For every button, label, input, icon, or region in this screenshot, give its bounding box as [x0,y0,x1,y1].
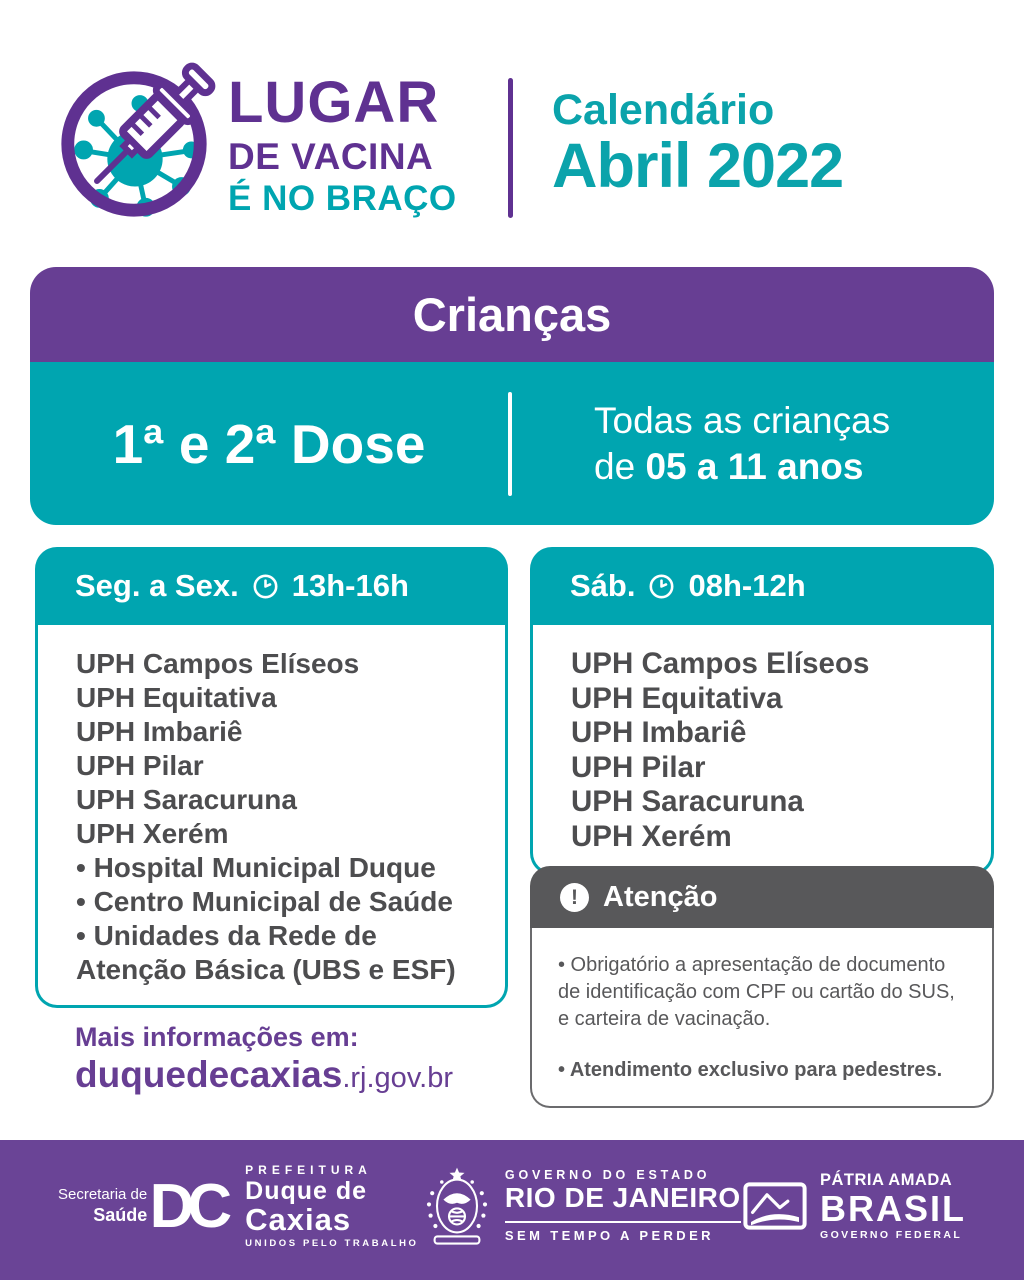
attention-item: • Obrigatório a apresentação de documento de identificação com CPF ou cartão do SUS, e carteira de vacinação. [558,954,955,1030]
more-info [75,1022,453,1096]
state-tagline: SEM TEMPO A PERDER [504,1227,714,1243]
saturday-location-list [530,625,994,875]
list-item: • Unidades da Rede de Atenção Básica (UBS e ESF) [76,920,456,985]
attention-title: Atenção [603,880,718,913]
audience-banner [30,267,994,362]
state-line1: GOVERNO DO ESTADO [504,1168,711,1183]
calendar-title [552,86,844,202]
list-item: UPH Campos Elíseos [76,648,360,679]
audience-title: Crianças [412,288,612,341]
list-item: UPH Saracuruna [571,785,804,818]
website-suffix: .rj.gov.br [342,1062,454,1094]
saturday-card-header [530,547,994,625]
logo-line1: LUGAR [228,70,440,135]
schedule-card-saturday [530,547,994,875]
secretariat-line2: Saúde [93,1205,148,1226]
city-tagline: UNIDOS PELO TRABALHO [245,1237,419,1249]
vaccine-syringe-logo-icon [50,60,218,228]
dose-audience-ages: 05 a 11 anos [645,445,864,487]
website-domain: duquedecaxias [75,1054,343,1095]
city-name-line1: Duque de [245,1176,368,1205]
dose-audience-prefix: de [594,445,646,487]
list-item: • Centro Municipal de Saúde [76,886,453,917]
attention-header [530,866,994,928]
attention-body [530,928,994,1108]
dc-logo-icon: DC [149,1171,226,1241]
state-line2: RIO DE JANEIRO [505,1183,741,1223]
dose-audience-line2 [594,444,994,489]
list-item: UPH Imbariê [76,716,243,747]
list-item: UPH Equitativa [76,682,277,713]
saturday-time-label: 08h-12h [688,568,806,603]
brazil-flag-icon [743,1182,807,1230]
weekdays-time-label: 13h-16h [291,568,409,603]
weekdays-card-header [35,547,508,625]
logo-line3: É NO BRAÇO [228,179,457,218]
list-item: UPH Pilar [76,750,204,781]
attention-box [530,866,994,1108]
exclamation-circle-icon: ! [560,883,589,912]
list-item: UPH Pilar [571,750,706,784]
dose-label: 1ª e 2ª Dose [112,412,426,475]
schedule-card-weekdays [35,547,508,1008]
prefeitura-label: PREFEITURA [245,1162,372,1177]
list-item: UPH Equitativa [571,681,783,715]
dose-audience-line1: Todas as crianças [594,400,891,442]
weekdays-location-list [35,625,508,1008]
federal-logo-text [820,1172,966,1240]
federal-line1: PÁTRIA AMADA [820,1171,953,1189]
header-divider [508,78,513,218]
clock-icon [252,573,279,600]
campaign-logo-text [228,70,457,218]
calendar-month: Abril 2022 [552,131,844,202]
list-item: UPH Xerém [571,819,732,853]
more-info-label: Mais informações em: [75,1022,359,1052]
list-item: UPH Imbariê [571,716,747,749]
website-link [75,1054,453,1096]
calendar-word: Calendário [552,86,775,134]
state-crest-icon [421,1163,493,1249]
saturday-day-label: Sáb. [570,568,636,603]
state-government-logo [421,1163,741,1249]
federal-line2: BRASIL [820,1187,966,1229]
clock-icon [648,573,675,600]
secretariat-line1: Secretaria de [58,1185,148,1203]
weekdays-day-label: Seg. a Sex. [75,568,239,603]
federal-government-logo [743,1172,966,1240]
state-logo-text [505,1169,741,1243]
prefeitura-logo-text [245,1164,418,1249]
secretariat-label [58,1185,147,1228]
list-item: UPH Saracuruna [76,784,297,815]
list-item: UPH Campos Elíseos [571,647,870,680]
attention-item: • Atendimento exclusivo para pedestres. [558,1059,943,1081]
footer-government-bar [0,1140,1024,1280]
city-name-line2: Caxias [245,1201,352,1237]
dose-audience-text [512,398,994,488]
federal-tagline: GOVERNO FEDERAL [820,1228,963,1241]
dose-band [30,362,994,525]
logo-line2: DE VACINA [228,136,434,177]
prefeitura-logo [150,1164,419,1249]
list-item: • Hospital Municipal Duque [76,852,436,883]
list-item: UPH Xerém [76,818,229,849]
